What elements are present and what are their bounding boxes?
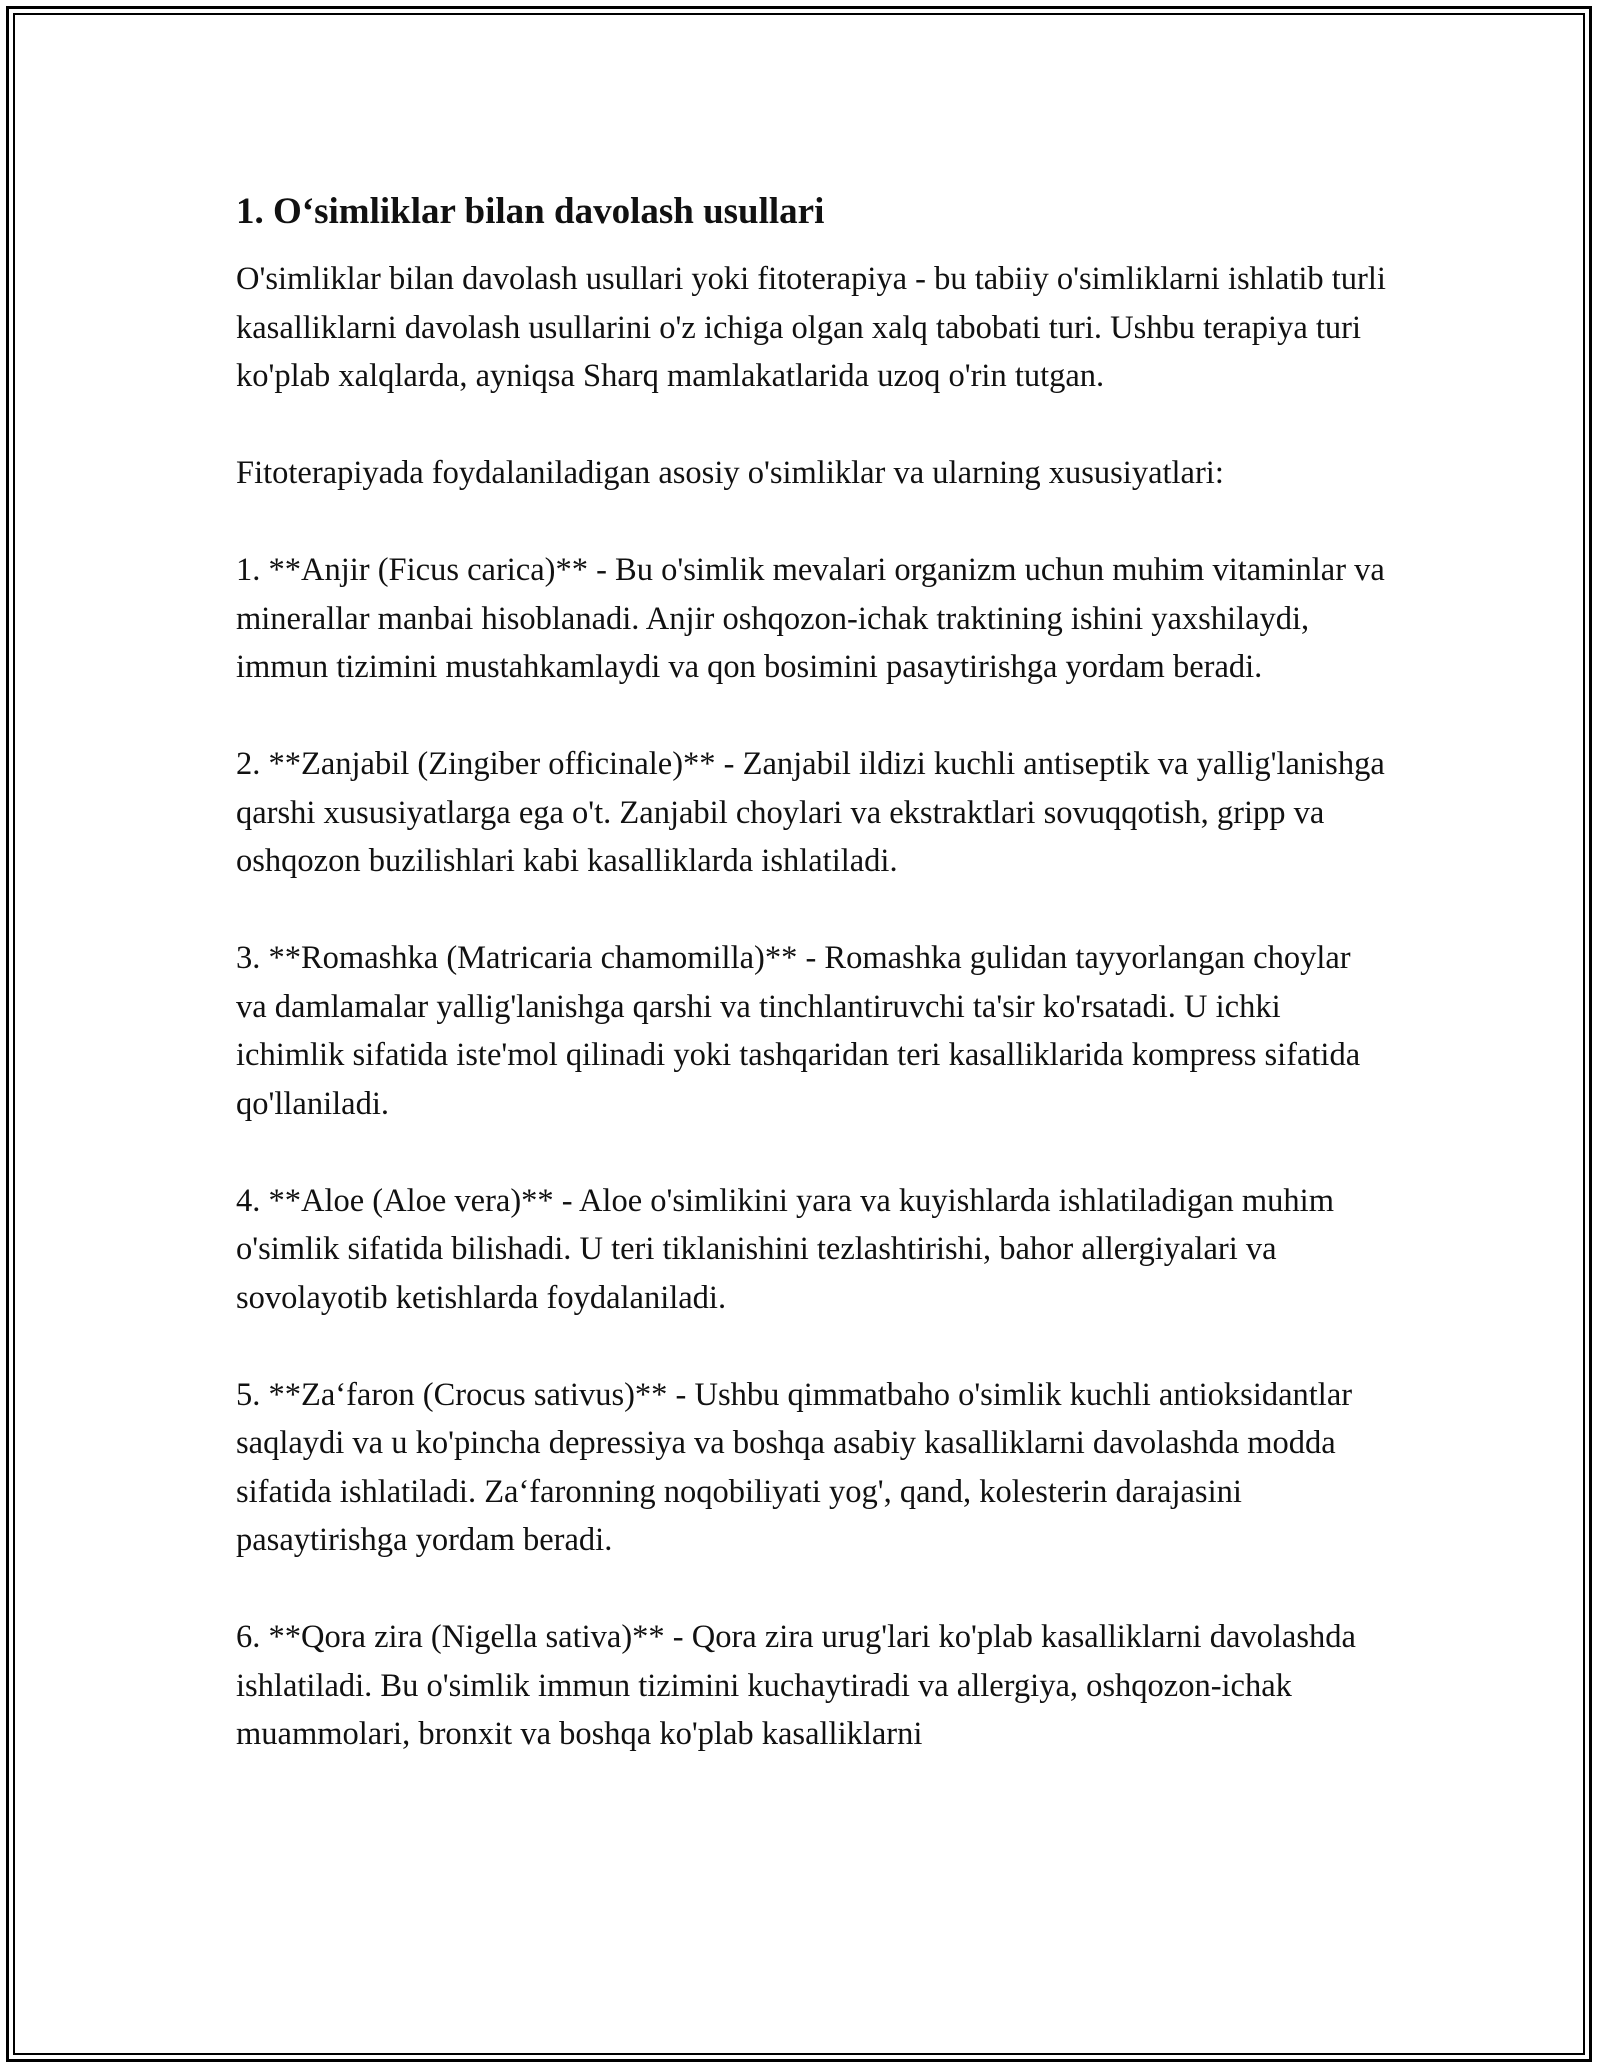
- list-item-romashka: 3. **Romashka (Matricaria chamomilla)** - Romashka gulidan tayyorlangan choylar va damlamalar yallig'lanishga qarshi va tinchlantiruvchi ta'sir ko'rsatadi. U ichki ichimlik sifatida iste'mol qilinadi yoki tashqaridan teri kasalliklarida kompress sifatida qo'llaniladi.: [236, 940, 1361, 1122]
- intro-paragraph: O'simliklar bilan davolash usullari yoki fitoterapiya - bu tabiiy o'simliklarni ishlatib turli kasalliklarni davolash usullarini o'z ichiga olgan xalq tabobati turi. Ushbu terapiya turi ko'plab xalqlarda, ayniqsa Sharq mamlakatlarida uzoq o'rin tutgan.: [236, 261, 1386, 394]
- page-title: 1. O‘simliklar bilan davolash usullari: [236, 191, 825, 232]
- list-item-zafaron: 5. **Za‘faron (Crocus sativus)** - Ushbu qimmatbaho o'simlik kuchli antioksidantlar saqlaydi va u ko'pincha depressiya va boshqa asabiy kasalliklarni davolashda modda sifatida ishlatiladi. Za‘faronning noqobiliyati yog', qand, kolesterin darajasini pasaytirishga yordam beradi.: [236, 1376, 1353, 1558]
- list-item-zanjabil: 2. **Zanjabil (Zingiber officinale)** - Zanjabil ildizi kuchli antiseptik va yallig'lanishga qarshi xususiyatlarga ega o't. Zanjabil choylari va ekstraktlari sovuqqotish, gripp va oshqozon buzilishlari kabi kasalliklarda ishlatiladi.: [236, 746, 1385, 879]
- list-intro-paragraph: Fitoterapiyada foydalaniladigan asosiy o'simliklar va ularning xususiyatlari:: [236, 455, 1224, 491]
- document-body: [236, 186, 1386, 1759]
- list-item-aloe: 4. **Aloe (Aloe vera)** - Aloe o'simlikini yara va kuyishlarda ishlatiladigan muhim o'simlik sifatida bilishadi. U teri tiklanishini tezlashtirishi, bahor allergiyalari va sovolayotib ketishlarda foydalaniladi.: [236, 1182, 1334, 1316]
- list-item-anjir: 1. **Anjir (Ficus carica)** - Bu o'simlik mevalari organizm uchun muhim vitaminlar va minerallar manbai hisoblanadi. Anjir oshqozon-ichak traktining ishini yaxshilaydi, immun tizimini mustahkamlaydi va qon bosimini pasaytirishga yordam beradi.: [236, 552, 1385, 685]
- list-item-qora-zira: 6. **Qora zira (Nigella sativa)** - Qora zira urug'lari ko'plab kasalliklarni davolashda ishlatiladi. Bu o'simlik immun tizimini kuchaytiradi va allergiya, oshqozon-ichak muammolari, bronxit va boshqa ko'plab kasalliklarni: [236, 1619, 1356, 1752]
